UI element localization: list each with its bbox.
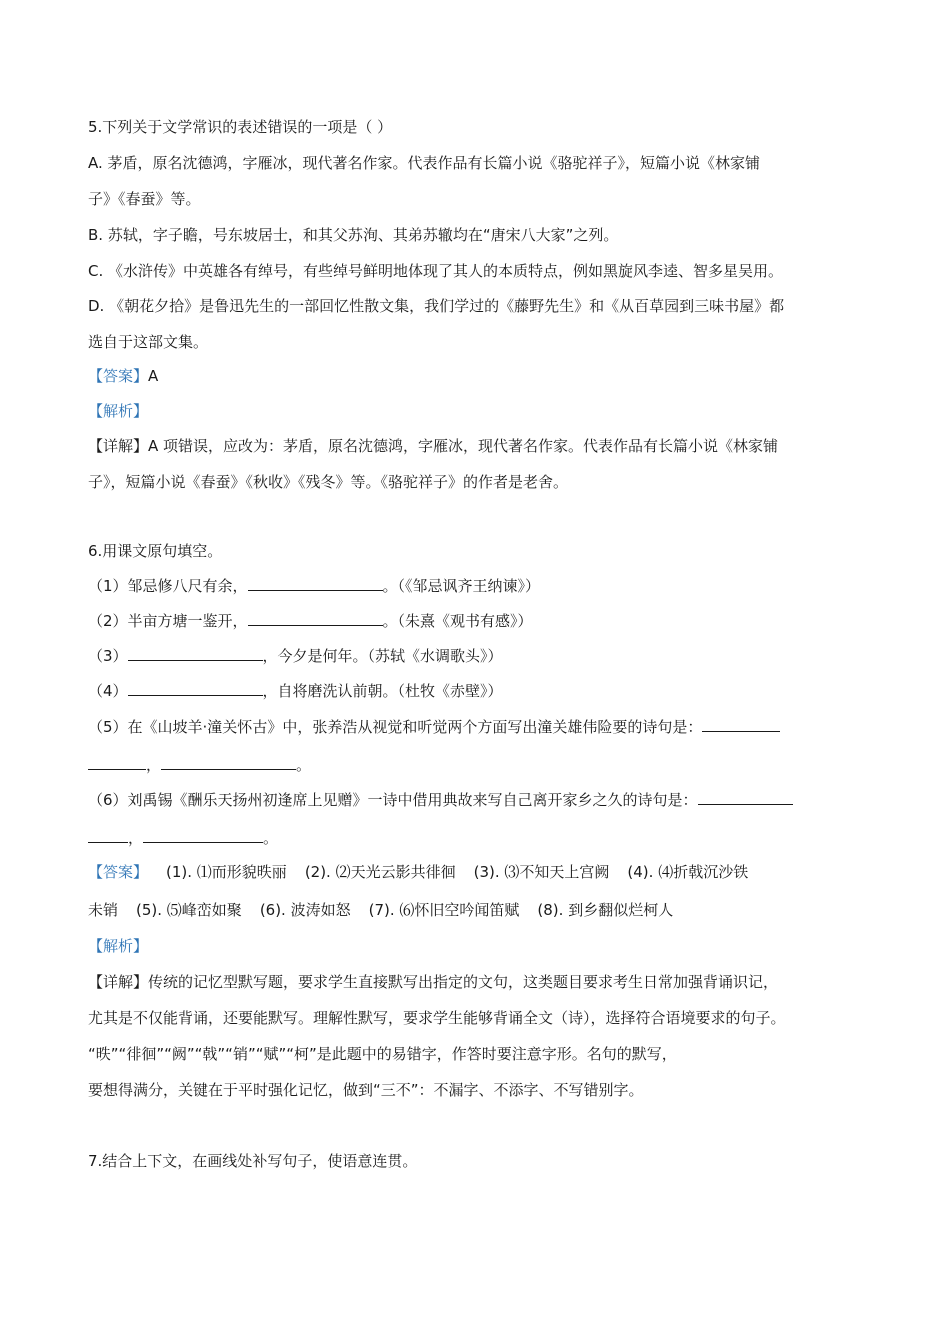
q6-item-5-comma: ， — [146, 756, 162, 774]
q5-option-a-line2: 子》《春蚕》等。 — [88, 190, 201, 208]
q6-detail-line2: 尤其是不仅能背诵，还要能默写。理解性默写，要求学生能够背诵全文（诗），选择符合语境要求的句子。 — [88, 1009, 786, 1027]
q6-item-4-suffix: ，自将磨洗认前朝。（杜牧《赤壁》） — [262, 682, 503, 700]
q5-option-d-line1: D. 《朝花夕拾》是鲁迅先生的一部回忆性散文集，我们学过的《藤野先生》和《从百草园到三味书屋》都 — [88, 297, 785, 315]
q6-item-1-prefix: （1）邹忌修八尺有余， — [88, 577, 248, 595]
q6-item-1-suffix: 。（《邹忌讽齐王纳谏》） — [382, 577, 541, 595]
q5-stem: 5.下列关于文学常识的表述错误的一项是（ ） — [88, 118, 393, 136]
q6-item-4 — [88, 681, 503, 701]
q6-item-3-suffix: ，今夕是何年。（苏轼《水调歌头》） — [262, 647, 503, 665]
q6-answer-8: (8). 到乡翻似烂柯人 — [537, 901, 674, 919]
q5-detail-line2: 子》，短篇小说《春蚕》《秋收》《残冬》等。《骆驼祥子》的作者是老舍。 — [88, 473, 569, 491]
q6-answer-4: (4). ⑷折戟沉沙铁 — [627, 863, 749, 881]
q6-answer-2: (2). ⑵天光云影共徘徊 — [304, 863, 456, 881]
answer-blank[interactable] — [698, 790, 793, 805]
q5-answer — [88, 366, 158, 386]
answer-blank[interactable] — [128, 681, 263, 696]
q6-item-2-suffix: 。（朱熹《观书有感》） — [382, 612, 533, 630]
answer-blank[interactable] — [88, 828, 128, 843]
q6-item-5-end: 。 — [296, 756, 312, 774]
q6-answer-6: (6). 波涛如怒 — [259, 901, 351, 919]
q6-analysis-tag: 【解析】 — [88, 937, 149, 955]
q6-detail-line1 — [88, 972, 778, 992]
q6-item-6-prefix: （6）刘禹锡《酬乐天扬州初逢席上见赠》一诗中借用典故来写自己离开家乡之久的诗句是： — [88, 791, 698, 809]
q5-answer-value: A — [148, 367, 159, 385]
q5-option-b: B. 苏轼，字子瞻，号东坡居士，和其父苏洵、其弟苏辙均在“唐宋八大家”之列。 — [88, 226, 619, 244]
answer-blank[interactable] — [88, 755, 146, 770]
q6-answer-line2 — [88, 900, 673, 920]
q6-answer-5: (5). ⑸峰峦如聚 — [136, 901, 242, 919]
q6-item-2-prefix: （2）半亩方塘一鉴开， — [88, 612, 248, 630]
answer-blank[interactable] — [161, 755, 296, 770]
q5-option-c: C. 《水浒传》中英雄各有绰号，有些绰号鲜明地体现了其人的本质特点，例如黑旋风李逵、智多星吴用。 — [88, 262, 784, 280]
detail-tag: 【详解】 — [88, 437, 149, 455]
q6-stem: 6.用课文原句填空。 — [88, 542, 223, 560]
q6-answer-4-cont: 未销 — [88, 901, 119, 919]
answer-blank[interactable] — [248, 576, 383, 591]
q6-answer-3: (3). ⑶不知天上宫阙 — [473, 863, 610, 881]
q6-detail-line4: 要想得满分，关键在于平时强化记忆，做到“三不”：不漏字、不添字、不写错别字。 — [88, 1081, 644, 1099]
answer-blank[interactable] — [702, 717, 780, 732]
q6-detail-text1: 传统的记忆型默写题，要求学生直接默写出指定的文句，这类题目要求考生日常加强背诵识记， — [148, 973, 779, 991]
detail-tag: 【详解】 — [88, 973, 149, 991]
q6-item-3-prefix: （3） — [88, 647, 128, 665]
q6-item-1 — [88, 576, 540, 596]
q6-answer-7: (7). ⑹怀旧空吟闻笛赋 — [368, 901, 520, 919]
q6-answer-line1 — [88, 862, 748, 882]
answer-tag: 【答案】 — [88, 863, 149, 881]
q6-item-6-line1 — [88, 790, 793, 810]
q6-item-6-end: 。 — [263, 829, 279, 847]
q6-detail-line3: “昳”“徘徊”“阙”“戟”“销”“赋”“柯”是此题中的易错字，作答时要注意字形。名句的默写， — [88, 1045, 677, 1063]
answer-blank[interactable] — [128, 646, 263, 661]
q6-item-5-prefix: （5）在《山坡羊·潼关怀古》中，张养浩从视觉和听觉两个方面写出潼关雄伟险要的诗句是： — [88, 718, 703, 736]
answer-blank[interactable] — [143, 828, 263, 843]
q7-stem: 7.结合上下文，在画线处补写句子，使语意连贯。 — [88, 1152, 418, 1170]
q6-item-5-line2 — [88, 755, 311, 775]
answer-tag: 【答案】 — [88, 367, 149, 385]
q5-option-d-line2: 选自于这部文集。 — [88, 333, 209, 351]
answer-blank[interactable] — [248, 611, 383, 626]
q6-item-4-prefix: （4） — [88, 682, 128, 700]
q6-answer-1: (1). ⑴而形貌昳丽 — [166, 863, 287, 881]
q5-detail-text1: A 项错误，应改为：茅盾，原名沈德鸿，字雁冰，现代著名作家。代表作品有长篇小说《林家铺 — [148, 437, 779, 455]
q6-item-6-line2 — [88, 828, 278, 848]
q6-item-2 — [88, 611, 533, 631]
q5-detail-line1 — [88, 436, 778, 456]
q5-option-a-line1: A. 茅盾，原名沈德鸿，字雁冰，现代著名作家。代表作品有长篇小说《骆驼祥子》，短篇小说《林家铺 — [88, 154, 761, 172]
q5-analysis-tag: 【解析】 — [88, 402, 149, 420]
q6-item-5-line1 — [88, 717, 780, 737]
q6-item-6-comma: ， — [128, 829, 144, 847]
q6-item-3 — [88, 646, 503, 666]
